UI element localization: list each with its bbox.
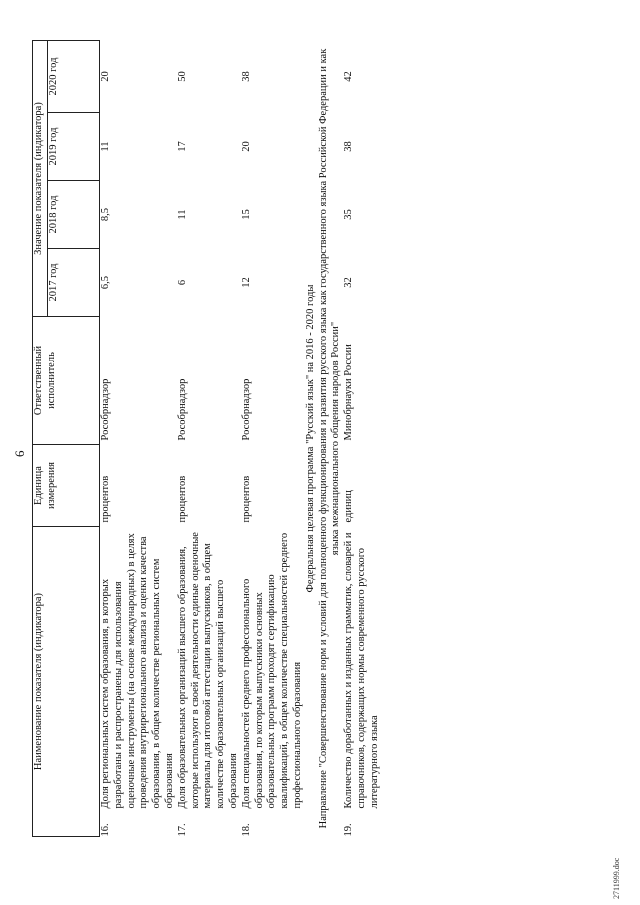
row-value-2018: 8,5 (100, 207, 111, 222)
row-value-2019: 38 (343, 141, 355, 152)
table-row (177, 41, 241, 837)
row-executor: Рособрнадзор (240, 378, 252, 441)
row-value-2020: 20 (100, 71, 111, 82)
row-number: 16. (100, 823, 111, 837)
row-value-2018: 35 (343, 209, 355, 220)
row-number: 19. (343, 823, 355, 837)
row-value-2018: 15 (240, 209, 252, 220)
row-value-2019: 11 (100, 141, 111, 152)
indicators-table (32, 40, 382, 837)
row-executor: Рособрнадзор (176, 378, 188, 441)
header-year-2019: 2019 год (48, 113, 100, 181)
row-name: Количество доработанных и изданных грамматик, словарей и справочников, содержащих нормы современного русского литературного языка (343, 532, 380, 809)
header-year-2020: 2020 год (48, 41, 100, 113)
row-value-2018: 11 (176, 209, 188, 220)
row-number: 17. (176, 823, 188, 837)
table-row (343, 41, 381, 837)
row-name: Доля образовательных организаций высшего образования, которые используют в своей деятельности единые оценочные материалы для итоговой аттестации выпускников, в общем количестве образовательных организаций высшего образования (176, 532, 239, 809)
row-value-2019: 20 (240, 141, 252, 152)
row-value-2019: 17 (176, 141, 188, 152)
header-year-2018: 2018 год (48, 181, 100, 249)
header-unit: Единица измерения (33, 445, 100, 527)
row-value-2017: 6,5 (100, 275, 111, 290)
table-row (241, 41, 305, 837)
row-unit: процентов (240, 475, 252, 523)
table-row (100, 41, 177, 837)
row-value-2017: 32 (343, 277, 355, 288)
row-name: Доля региональных систем образования, в которых разработаны и распространены для использования оценочные инструменты (на основе международных) в целях проведения внутрирегионального анализа и оценки качества образования, в общем количестве региональных систем образования (100, 533, 175, 809)
row-value-2017: 6 (176, 279, 188, 286)
row-executor: Рособрнадзор (100, 378, 111, 441)
header-values-group: Значение показателя (индикатора) (33, 41, 48, 317)
page-number: 6 (12, 450, 27, 457)
header-executor: Ответственный исполнитель (33, 317, 100, 445)
section-program-title: Федеральная целевая программа "Русский язык" на 2016 - 2020 годы (304, 284, 316, 593)
footer-doc-code: 2711999.doc (612, 857, 621, 899)
section-program-row (305, 41, 318, 837)
row-unit: процентов (100, 475, 111, 523)
row-unit: единиц (343, 490, 355, 523)
row-value-2020: 38 (240, 71, 252, 82)
row-value-2020: 50 (176, 71, 188, 82)
section-direction-title: Направление "Совершенствование норм и условий для полноценного функционирования и развития русского языка как государственного языка Российской Федерации и как языка межнационального общения народов России" (317, 48, 342, 829)
row-name: Доля специальностей среднего профессионального образования, по которым выпускники основных образовательных программ проходят сертификацию квалификаций, в общем количестве специальностей среднего профессионального образования (240, 532, 303, 809)
header-year-2017: 2017 год (48, 249, 100, 317)
row-number: 18. (240, 823, 252, 837)
row-unit: процентов (176, 475, 188, 523)
table-header-row (33, 41, 48, 837)
header-name: Наименование показателя (индикатора) (33, 527, 100, 837)
row-executor: Минобрнауки России (343, 344, 355, 441)
row-value-2020: 42 (343, 71, 355, 82)
row-value-2017: 12 (240, 277, 252, 288)
section-direction-row (318, 41, 344, 837)
